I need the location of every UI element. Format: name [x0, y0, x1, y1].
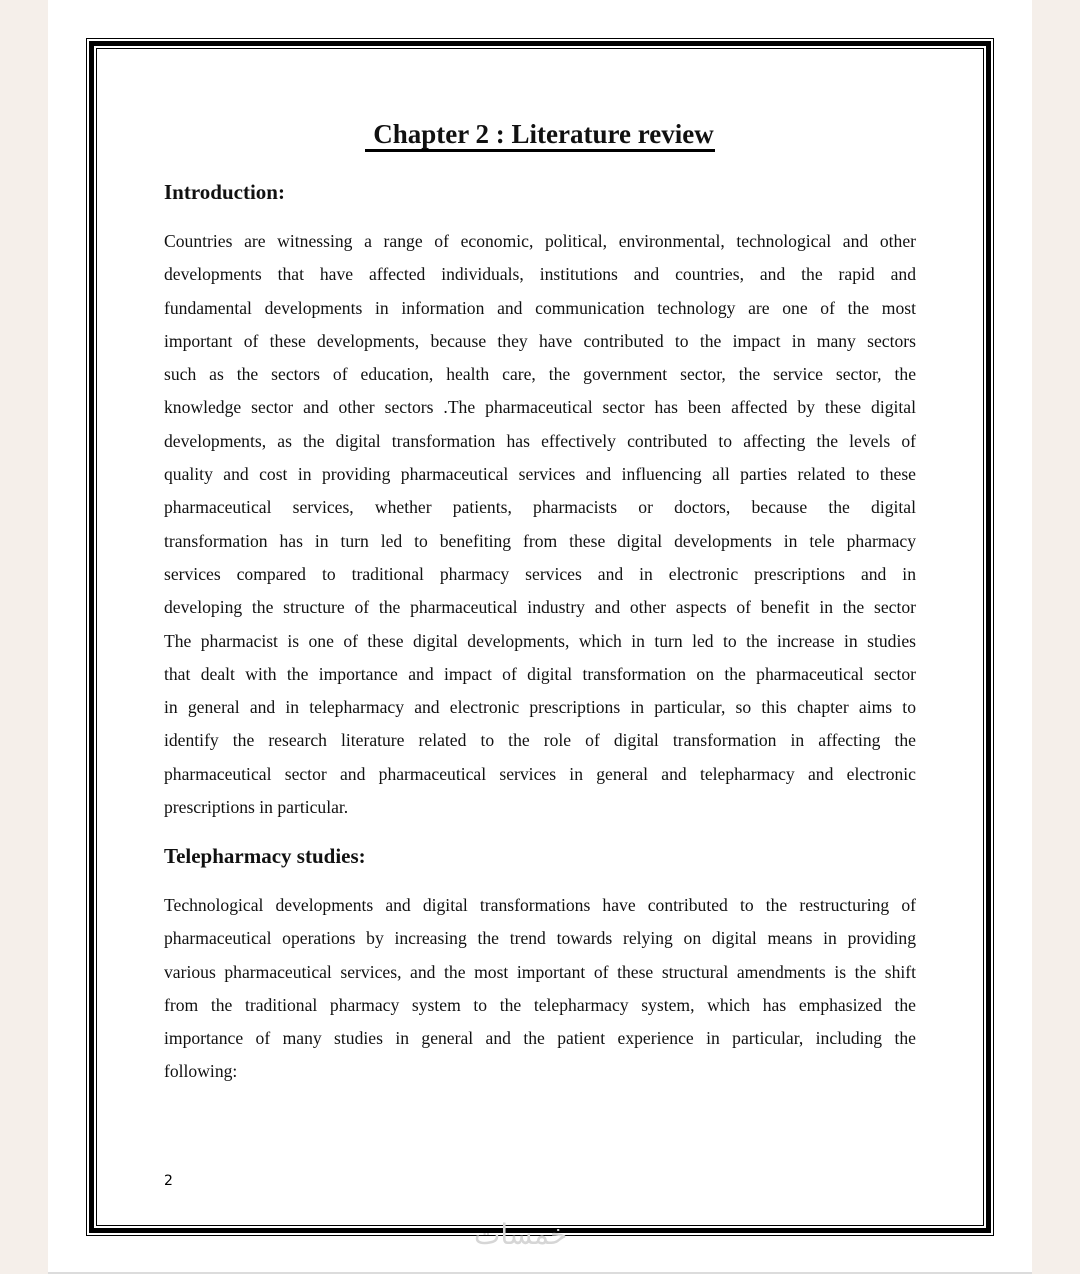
paragraph-line: developments that have affected individuals, institutions and countries, and the rapid and [164, 264, 916, 285]
paragraph-line: developments, as the digital transformation has effectively contributed to affecting the levels of [164, 430, 916, 451]
paragraph-line: knowledge sector and other sectors .The pharmaceutical sector has been affected by these digital [164, 397, 916, 418]
page-number: 2 [164, 1173, 173, 1189]
paragraph-line: identify the research literature related to the role of digital transformation in affecting the [164, 730, 916, 751]
paragraph-line: pharmaceutical services, whether patients, pharmacists or doctors, because the digital [164, 497, 916, 518]
section-heading-telepharmacy: Telepharmacy studies: [164, 844, 366, 868]
paragraph-line: from the traditional pharmacy system to the telepharmacy system, which has emphasized the [164, 994, 916, 1015]
paragraph-line: transformation has in turn led to benefiting from these digital developments in tele pharmacy [164, 530, 916, 551]
paragraph-line: quality and cost in providing pharmaceutical services and influencing all parties related to these [164, 464, 916, 485]
paragraph-line: developing the structure of the pharmaceutical industry and other aspects of benefit in the sector [164, 597, 916, 618]
paragraph-line: prescriptions in particular. [164, 797, 349, 818]
watermark-logo: خمسات [474, 1218, 568, 1251]
document-page [48, 0, 1032, 1274]
paragraph-line: The pharmacist is one of these digital developments, which in turn led to the increase in studies [164, 630, 916, 651]
paragraph-line: such as the sectors of education, health care, the government sector, the service sector, the [164, 364, 916, 385]
paragraph-line: fundamental developments in information and communication technology are one of the most [164, 297, 916, 318]
paragraph-line: various pharmaceutical services, and the most important of these structural amendments is the shift [164, 961, 916, 982]
paragraph-line: that dealt with the importance and impact of digital transformation on the pharmaceutical sector [164, 663, 916, 684]
paragraph-line: in general and in telepharmacy and electronic prescriptions in particular, so this chapter aims to [164, 697, 916, 718]
telepharmacy-paragraph [164, 889, 916, 1089]
paragraph-line: important of these developments, because they have contributed to the impact in many sectors [164, 330, 916, 351]
paragraph-line: following: [164, 1061, 238, 1082]
introduction-paragraph [164, 225, 916, 824]
paragraph-line: pharmaceutical operations by increasing the trend towards relying on digital means in providing [164, 928, 916, 949]
chapter-title: Chapter 2 : Literature review [164, 114, 916, 154]
section-heading-introduction: Introduction: [164, 180, 285, 204]
paragraph-line: services compared to traditional pharmacy services and in electronic prescriptions and in [164, 563, 916, 584]
paragraph-line: importance of many studies in general and the patient experience in particular, including the [164, 1028, 916, 1049]
paragraph-line: pharmaceutical sector and pharmaceutical services in general and telepharmacy and electronic [164, 763, 916, 784]
paragraph-line: Countries are witnessing a range of economic, political, environmental, technological and other [164, 231, 916, 251]
paragraph-line: Technological developments and digital transformations have contributed to the restructuring of [164, 895, 916, 915]
